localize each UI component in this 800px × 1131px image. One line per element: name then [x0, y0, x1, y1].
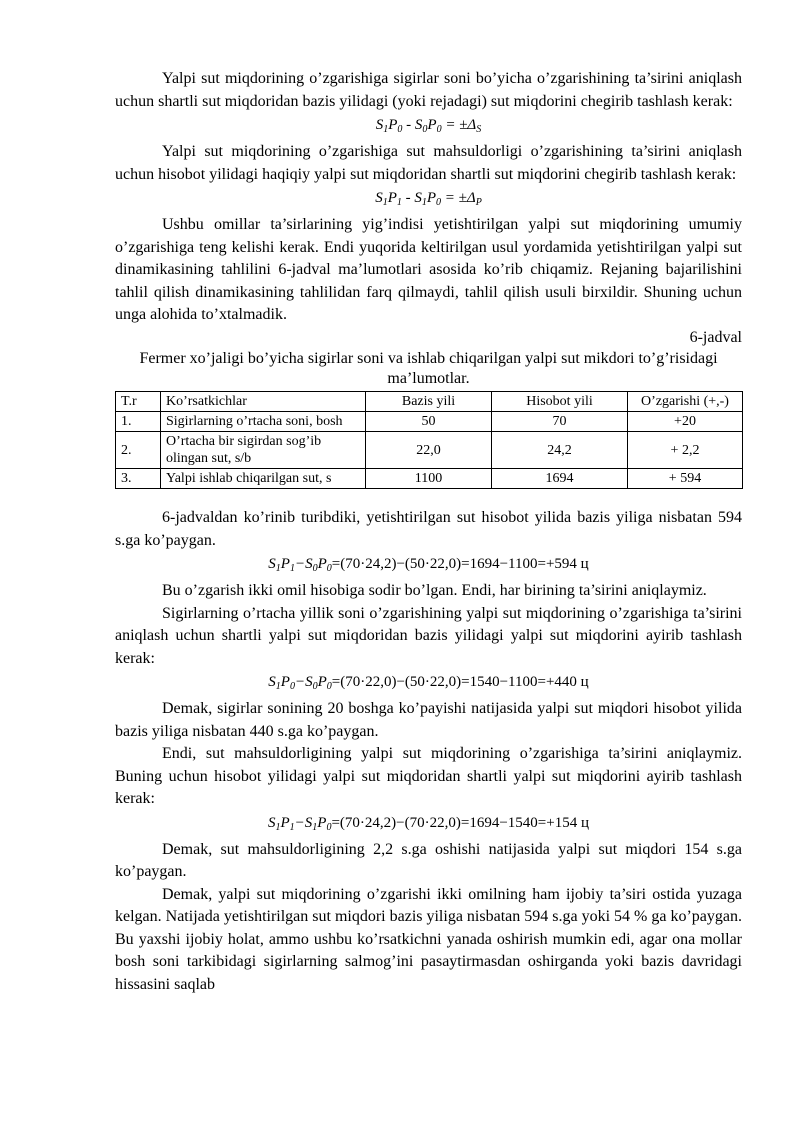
table-cell: 50: [366, 412, 492, 432]
paragraph: Yalpi sut miqdorining o’zgarishiga sigirlar soni bo’yicha o’zgarishining ta’sirini aniqlash uchun shartli sut miqdoridan bazis yilidagi (yoki rejadagi) sut miqdorini chegirib tashlash kerak:: [115, 70, 742, 110]
table-cell: 3.: [116, 469, 161, 489]
table-cell: Yalpi ishlab chiqarilgan sut, s: [161, 469, 366, 489]
formula-cows-effect: $S_1P_0 - S_0P_0 = \pm\Delta_S$: [375, 117, 482, 135]
formula-yield-calc: $S_1P_1-S_1P_0=(70\cdot 24,2)-(70\cdot 22,0)=1694-1540=+154$ ц: [268, 814, 589, 833]
column-header: Hisobot yili: [492, 392, 628, 412]
paragraph: Sigirlarning o’rtacha yillik soni o’zgarishining yalpi sut miqdorining o’zgarishiga ta’sirini aniqlash uchun shartli yalpi sut miqdoridan bazis yilidagi yalpi sut miqdorini ayirib tashlash kerak:: [115, 604, 742, 667]
formula-cows-calc: $S_1P_0-S_0P_0=(70\cdot 22,0)-(50\cdot 22,0)=1540-1100=+440$ ц: [268, 674, 589, 692]
table-row: [116, 432, 743, 469]
table-cell: + 2,2: [628, 432, 743, 469]
table-cell: 24,2: [492, 432, 628, 469]
paragraph: 6-jadvaldan ko’rinib turibdiki, yetishtirilgan sut hisobot yilida bazis yiliga nisbatan 594 s.ga ko’paygan.: [115, 509, 742, 549]
table-cell: 1100: [366, 469, 492, 489]
paragraph: Demak, sut mahsuldorligining 2,2 s.ga oshishi natijasida yalpi sut miqdori 154 s.ga ko’paygan.: [115, 840, 742, 880]
table-cell: 22,0: [366, 432, 492, 469]
column-header: Ko’rsatkichlar: [161, 392, 366, 412]
formula-total-change: $S_1P_1-S_0P_0=(70\cdot 24,2)-(50\cdot 22,0)=1694-1100=+594$ ц: [268, 556, 589, 574]
table-cell: 1694: [492, 469, 628, 489]
table-row: [116, 469, 743, 489]
table-cell: 70: [492, 412, 628, 432]
paragraph: Endi, sut mahsuldorligining yalpi sut miqdorining o’zgarishiga ta’sirini aniqlaymiz. Buning uchun hisobot yilidagi yalpi sut miqdoridan shartli yalpi sut miqdorini ayirib tashlash kerak:: [115, 745, 742, 807]
table-cell: 1.: [116, 412, 161, 432]
paragraph: Bu o’zgarish ikki omil hisobiga sodir bo’lgan. Endi, har birining ta’sirini aniqlaymiz.: [162, 582, 707, 599]
document-page: [115, 68, 742, 996]
paragraph: Ushbu omillar ta’sirlarining yig’indisi yetishtirilgan yalpi sut miqdorining umumiy o’zgarishiga teng kelishi kerak. Endi yuqorida keltirilgan usul yordamida yetishtirilgan yalpi sut dinamikasining tahlilini 6-jadval ma’lumotlari asosida ko’rib chiqamiz. Rejaning bajarilishini tahlil qilish dinamikasining tahlilidan farq qilmaydi, tahlil qilish usuli birxildir. Shuning uchun unga alohida to’xtalmadik.: [115, 216, 742, 323]
table-caption: Fermer xo’jaligi bo’yicha sigirlar soni va ishlab chiqarilgan yalpi sut mikdori to’g’risidagi ma’lumotlar.: [139, 350, 718, 387]
paragraph: Demak, sigirlar sonining 20 boshga ko’payishi natijasida yalpi sut miqdori hisobot yilida bazis yiliga nisbatan 440 s.ga ko’paygan.: [115, 700, 742, 740]
paragraph: Demak, yalpi sut miqdorining o’zgarishi ikki omilning ham ijobiy ta’siri ostida yuzaga kelgan. Natijada yetishtirilgan sut miqdori bazis yiliga nisbatan 594 s.ga yoki 54 % ga ko’paygan. Bu yaxshi ijobiy holat, ammo ushbu ko’rsatkichni yanada oshirish mumkin edi, agar ona mollar bosh soni tarkibidagi sigirlarning salmog’ini pasaytirmasdan oshirganda yoki bazis davridagi hissasini saqlab: [115, 885, 742, 993]
table-number: 6-jadval: [689, 328, 742, 346]
column-header: O’zgarishi (+,-): [628, 392, 743, 412]
table-cell: O’rtacha bir sigirdan sog’ib olingan sut, s/b: [161, 432, 366, 469]
column-header: T.r: [116, 392, 161, 412]
data-table: [115, 391, 743, 489]
table-header-row: [116, 392, 743, 412]
column-header: Bazis yili: [366, 392, 492, 412]
formula-yield-effect: $S_1P_1 - S_1P_0 = \pm\Delta_P$: [375, 190, 482, 208]
table-cell: +20: [628, 412, 743, 432]
table-cell: Sigirlarning o’rtacha soni, bosh: [161, 412, 366, 432]
table-cell: 2.: [116, 432, 161, 469]
table-cell: + 594: [628, 469, 743, 489]
table-row: [116, 412, 743, 432]
paragraph: Yalpi sut miqdorining o’zgarishiga sut mahsuldorligi o’zgarishining ta’sirini aniqlash uchun hisobot yilidagi haqiqiy yalpi sut miqdoridan shartli sut miqdorini chegirib tashlash kerak:: [115, 143, 742, 183]
